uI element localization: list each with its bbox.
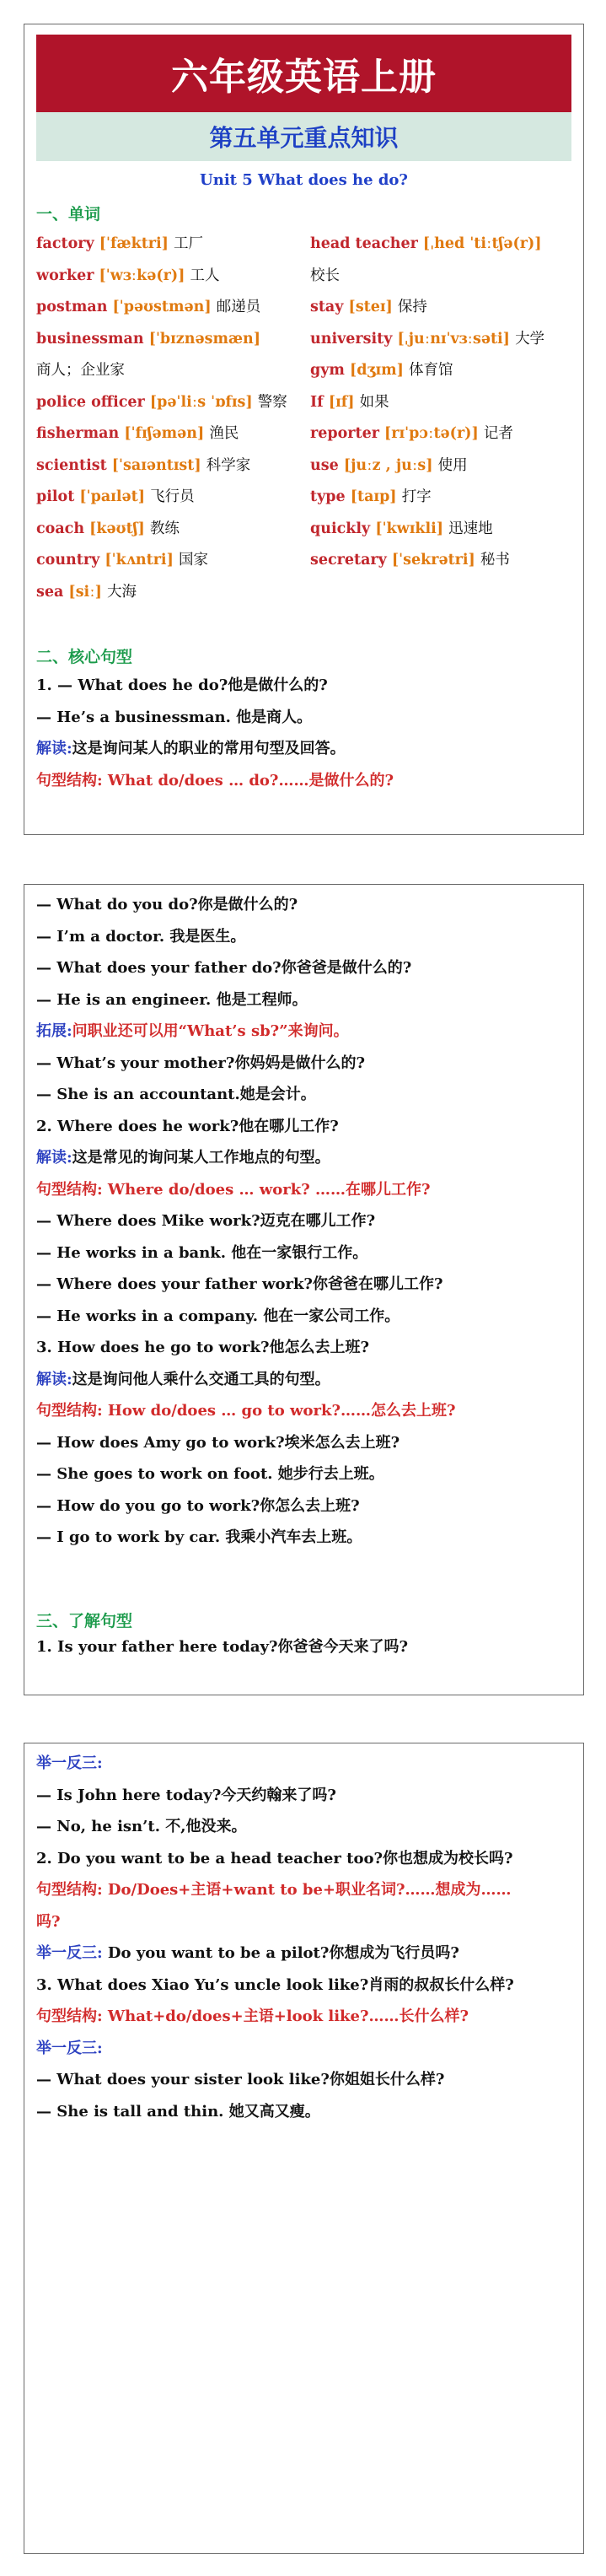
- vocab-phonetic: [ˈkwɪkli]: [375, 520, 444, 537]
- text-line: [36, 927, 245, 947]
- vocab-item: [310, 519, 493, 539]
- text-line: [36, 1243, 367, 1264]
- vocab-item: [310, 392, 389, 412]
- vocab-phonetic: [kəʊtʃ]: [89, 520, 145, 537]
- vocab-item: [36, 329, 260, 349]
- vocab-phonetic: [rɪˈpɔːtə(r)]: [384, 425, 479, 442]
- vocab-meaning: 大海: [107, 583, 137, 601]
- vocab-item: [310, 234, 542, 254]
- vocab-item: [310, 297, 427, 317]
- vocab-meaning: 飞行员: [150, 488, 195, 505]
- vocab-word: secretary: [310, 552, 387, 569]
- structure-text: 句型结构: What+do/does+主语+look like?……长什么样?: [36, 2007, 469, 2025]
- vocab-item: [36, 360, 125, 380]
- vocab-word: reporter: [310, 425, 379, 442]
- vocab-meaning: 大学: [515, 330, 545, 348]
- text-line: [36, 1943, 459, 1964]
- vocab-item: [310, 455, 468, 476]
- text-line: [36, 1054, 365, 1074]
- vocab-meaning: 记者: [483, 425, 513, 442]
- note-text: 这是常见的询问某人工作地点的句型。: [72, 1149, 330, 1167]
- text-line: [36, 1637, 408, 1657]
- vocab-phonetic: [ˈfɪʃəmən]: [124, 425, 205, 442]
- structure-text: 句型结构: Where do/does … work? ……在哪儿工作?: [36, 1180, 431, 1199]
- vocab-item: [36, 487, 195, 507]
- text-line: [36, 1307, 400, 1327]
- vocab-meaning: 秘书: [480, 552, 510, 569]
- text-line: [36, 708, 312, 728]
- text-line: [36, 1496, 360, 1517]
- vocab-phonetic: [ˈpəʊstmən]: [112, 299, 212, 315]
- vocab-phonetic: [ˈpaɪlət]: [79, 488, 145, 505]
- sentence-text: — He’s a businessman. 他是商人。: [36, 708, 313, 726]
- structure-text: 句型结构: Do/Does+主语+want to be+职业名词?……想成为……: [36, 1881, 512, 1899]
- text-line: [36, 1464, 384, 1485]
- text-line: [36, 2007, 469, 2027]
- vocab-meaning: 商人；企业家: [36, 362, 125, 379]
- vocab-word: gym: [310, 362, 345, 379]
- vocab-item: [36, 392, 287, 412]
- vocab-meaning: 邮递员: [216, 299, 261, 315]
- sentence-text: — Where does your father work?你爸爸在哪儿工作?: [36, 1275, 443, 1293]
- vocab-phonetic: [ɪf]: [328, 393, 355, 411]
- vocab-phonetic: [ˈwɜːkə(r)]: [99, 267, 185, 284]
- text-line: [36, 1180, 431, 1200]
- vocab-word: country: [36, 552, 100, 569]
- section-sentences-heading: 二、核心句型: [36, 648, 133, 666]
- sentence-text: 1. — What does he do?他是做什么的?: [36, 676, 328, 694]
- text-line: [36, 1528, 362, 1548]
- structure-text: 句型结构: What do/does … do?……是做什么的?: [36, 771, 394, 790]
- sentence-text: — She is tall and thin. 她又高又瘦。: [36, 2102, 320, 2121]
- text-line: [36, 2070, 444, 2090]
- sentence-text: — What’s your mother?你妈妈是做什么的?: [36, 1054, 365, 1072]
- note-text: 这是询问某人的职业的常用句型及回答。: [72, 740, 346, 757]
- vocab-word: use: [310, 456, 339, 474]
- extension-label: 拓展:: [36, 1022, 72, 1040]
- text-line: [36, 2039, 103, 2059]
- vocab-word: businessman: [36, 330, 144, 348]
- sentence-text: — No, he isn’t. 不,他没来。: [36, 1818, 247, 1835]
- vocab-phonetic: [ˌjuːnɪˈvɜːsəti]: [397, 330, 510, 348]
- text-line: [36, 1786, 336, 1806]
- vocab-word: pilot: [36, 488, 75, 505]
- vocab-word: sea: [36, 583, 64, 601]
- vocab-word: stay: [310, 299, 344, 315]
- text-line: [36, 2102, 320, 2122]
- vocab-item: [310, 487, 432, 507]
- vocab-word: worker: [36, 267, 94, 284]
- vocab-meaning: 工厂: [174, 235, 204, 252]
- unit-heading: Unit 5 What does he do?: [200, 171, 408, 189]
- page-1: [24, 24, 584, 835]
- vocab-meaning: 保持: [397, 299, 427, 315]
- vocab-meaning: 科学家: [206, 456, 251, 474]
- practice-text: Do you want to be a pilot?你想成为飞行员吗?: [102, 1944, 459, 1962]
- vocab-word: scientist: [36, 456, 107, 474]
- sentence-text: — How does Amy go to work?埃米怎么去上班?: [36, 1433, 400, 1452]
- text-line: [36, 1849, 513, 1869]
- sentence-text: — How do you go to work?你怎么去上班?: [36, 1496, 360, 1515]
- sentence-text: — I’m a doctor. 我是医生。: [36, 927, 246, 946]
- text-line: [36, 1401, 456, 1421]
- sentence-text: 2. Do you want to be a head teacher too?你也想成为校长吗?: [36, 1849, 513, 1867]
- vocab-item: [36, 234, 203, 254]
- vocab-word: If: [310, 393, 324, 411]
- vocab-meaning: 渔民: [209, 425, 239, 442]
- text-line: [36, 771, 394, 791]
- sentence-text: 3. What does Xiao Yu’s uncle look like?肖雨的叔叔长什么样?: [36, 1975, 514, 1994]
- text-line: [36, 1148, 330, 1168]
- sentence-text: — I go to work by car. 我乘小汽车去上班。: [36, 1528, 362, 1546]
- vocab-phonetic: [taɪp]: [350, 488, 397, 505]
- page-3: [24, 1743, 584, 2554]
- vocab-phonetic: [ˈsaɪəntɪst]: [111, 456, 201, 474]
- section-words-heading: 一、单词: [36, 205, 101, 224]
- text-line: [36, 895, 298, 915]
- vocab-meaning: 国家: [178, 552, 208, 569]
- vocab-word: factory: [36, 235, 94, 252]
- sentence-text: — What does your father do?你爸爸是做什么的?: [36, 959, 412, 977]
- vocab-item: [310, 329, 544, 349]
- vocab-phonetic: [juːz , juːs]: [343, 456, 433, 474]
- sentence-text: 3. How does he go to work?他怎么去上班?: [36, 1339, 370, 1356]
- vocab-word: coach: [36, 520, 85, 537]
- text-line: [36, 1021, 349, 1042]
- vocab-meaning: 警察: [257, 393, 287, 411]
- text-line: [36, 1817, 247, 1837]
- vocab-word: head teacher: [310, 235, 418, 252]
- vocab-item: [36, 455, 250, 476]
- vocab-item: [36, 519, 180, 539]
- text-line: [36, 1275, 443, 1295]
- sentence-text: — She is an accountant.她是会计。: [36, 1086, 316, 1103]
- page-title: 六年级英语上册: [36, 35, 571, 112]
- section-understand-heading: 三、了解句型: [36, 1612, 133, 1630]
- vocab-item: [36, 297, 260, 317]
- sentence-text: 2. Where does he work?他在哪儿工作?: [36, 1117, 339, 1135]
- vocab-word: police officer: [36, 393, 145, 411]
- sentence-text: — Where does Mike work?迈克在哪儿工作?: [36, 1212, 376, 1230]
- vocab-meaning: 打字: [401, 488, 432, 505]
- sentence-text: — He works in a bank. 他在一家银行工作。: [36, 1243, 368, 1262]
- practice-label: 举一反三:: [36, 2039, 103, 2057]
- note-label: 解读:: [36, 1370, 72, 1388]
- vocab-word: fisherman: [36, 425, 120, 442]
- sentence-text: — Is John here today?今天约翰来了吗?: [36, 1786, 336, 1804]
- page-subtitle: 第五单元重点知识: [36, 112, 571, 161]
- text-line: [36, 1880, 512, 1900]
- text-line: [36, 1912, 61, 1932]
- practice-label: 举一反三:: [36, 1944, 103, 1962]
- vocab-word: type: [310, 488, 346, 505]
- text-line: [36, 739, 346, 759]
- extension-text: 问职业还可以用“What’s sb?”来询问。: [72, 1022, 349, 1040]
- vocab-phonetic: [ˈfæktri]: [99, 235, 169, 252]
- vocab-phonetic: [dʒɪm]: [350, 362, 404, 379]
- vocab-item: [36, 423, 239, 444]
- vocab-phonetic: [ˌhed ˈtiːtʃə(r)]: [422, 235, 542, 252]
- vocab-item: [310, 266, 340, 286]
- vocab-item: [310, 360, 453, 380]
- page-2: [24, 884, 584, 1695]
- vocab-meaning: 如果: [359, 393, 389, 411]
- text-line: [36, 1117, 339, 1137]
- text-line: [36, 1211, 375, 1231]
- sentence-text: — He is an engineer. 他是工程师。: [36, 990, 308, 1009]
- text-line: [36, 958, 411, 978]
- vocab-item: [36, 582, 137, 602]
- vocab-meaning: 迅速地: [448, 520, 493, 537]
- vocab-phonetic: [ˈkʌntri]: [105, 552, 174, 569]
- vocab-meaning: 工人: [190, 267, 220, 284]
- sentence-text: — She goes to work on foot. 她步行去上班。: [36, 1465, 384, 1483]
- vocab-meaning: 校长: [310, 267, 340, 284]
- vocab-item: [310, 550, 510, 570]
- text-line: [36, 1085, 316, 1105]
- vocab-phonetic: [ˈsekrətri]: [391, 552, 475, 569]
- sentence-text: — What does your sister look like?你姐姐长什么样?: [36, 2071, 445, 2088]
- note-label: 解读:: [36, 1149, 72, 1167]
- vocab-list: [36, 234, 576, 605]
- vocab-item: [36, 266, 220, 286]
- vocab-phonetic: [siː]: [68, 583, 102, 601]
- vocab-word: postman: [36, 299, 108, 315]
- text-line: [36, 676, 328, 696]
- text-line: [36, 1975, 514, 1996]
- vocab-word: quickly: [310, 520, 371, 537]
- vocab-meaning: 体育馆: [409, 362, 453, 379]
- text-line: [36, 1338, 369, 1358]
- vocab-meaning: 教练: [149, 520, 180, 537]
- text-line: [36, 1370, 330, 1390]
- sentence-text: — He works in a company. 他在一家公司工作。: [36, 1307, 400, 1325]
- vocab-item: [36, 550, 208, 570]
- note-label: 解读:: [36, 740, 72, 757]
- note-text: 这是询问他人乘什么交通工具的句型。: [72, 1370, 330, 1388]
- vocab-phonetic: [pəˈliːs ˈɒfɪs]: [149, 393, 253, 411]
- structure-text: 吗?: [36, 1912, 61, 1931]
- text-line: [36, 1754, 103, 1774]
- sentence-text: — What do you do?你是做什么的?: [36, 896, 298, 913]
- practice-label: 举一反三:: [36, 1754, 103, 1772]
- vocab-word: university: [310, 330, 393, 348]
- vocab-phonetic: [steɪ]: [348, 299, 393, 315]
- vocab-meaning: 使用: [437, 456, 468, 474]
- vocab-phonetic: [ˈbɪznəsmæn]: [148, 330, 261, 348]
- text-line: [36, 990, 308, 1010]
- text-line: [36, 1433, 400, 1453]
- sentence-text: 1. Is your father here today?你爸爸今天来了吗?: [36, 1638, 409, 1656]
- vocab-item: [310, 423, 513, 444]
- structure-text: 句型结构: How do/does … go to work?……怎么去上班?: [36, 1402, 456, 1420]
